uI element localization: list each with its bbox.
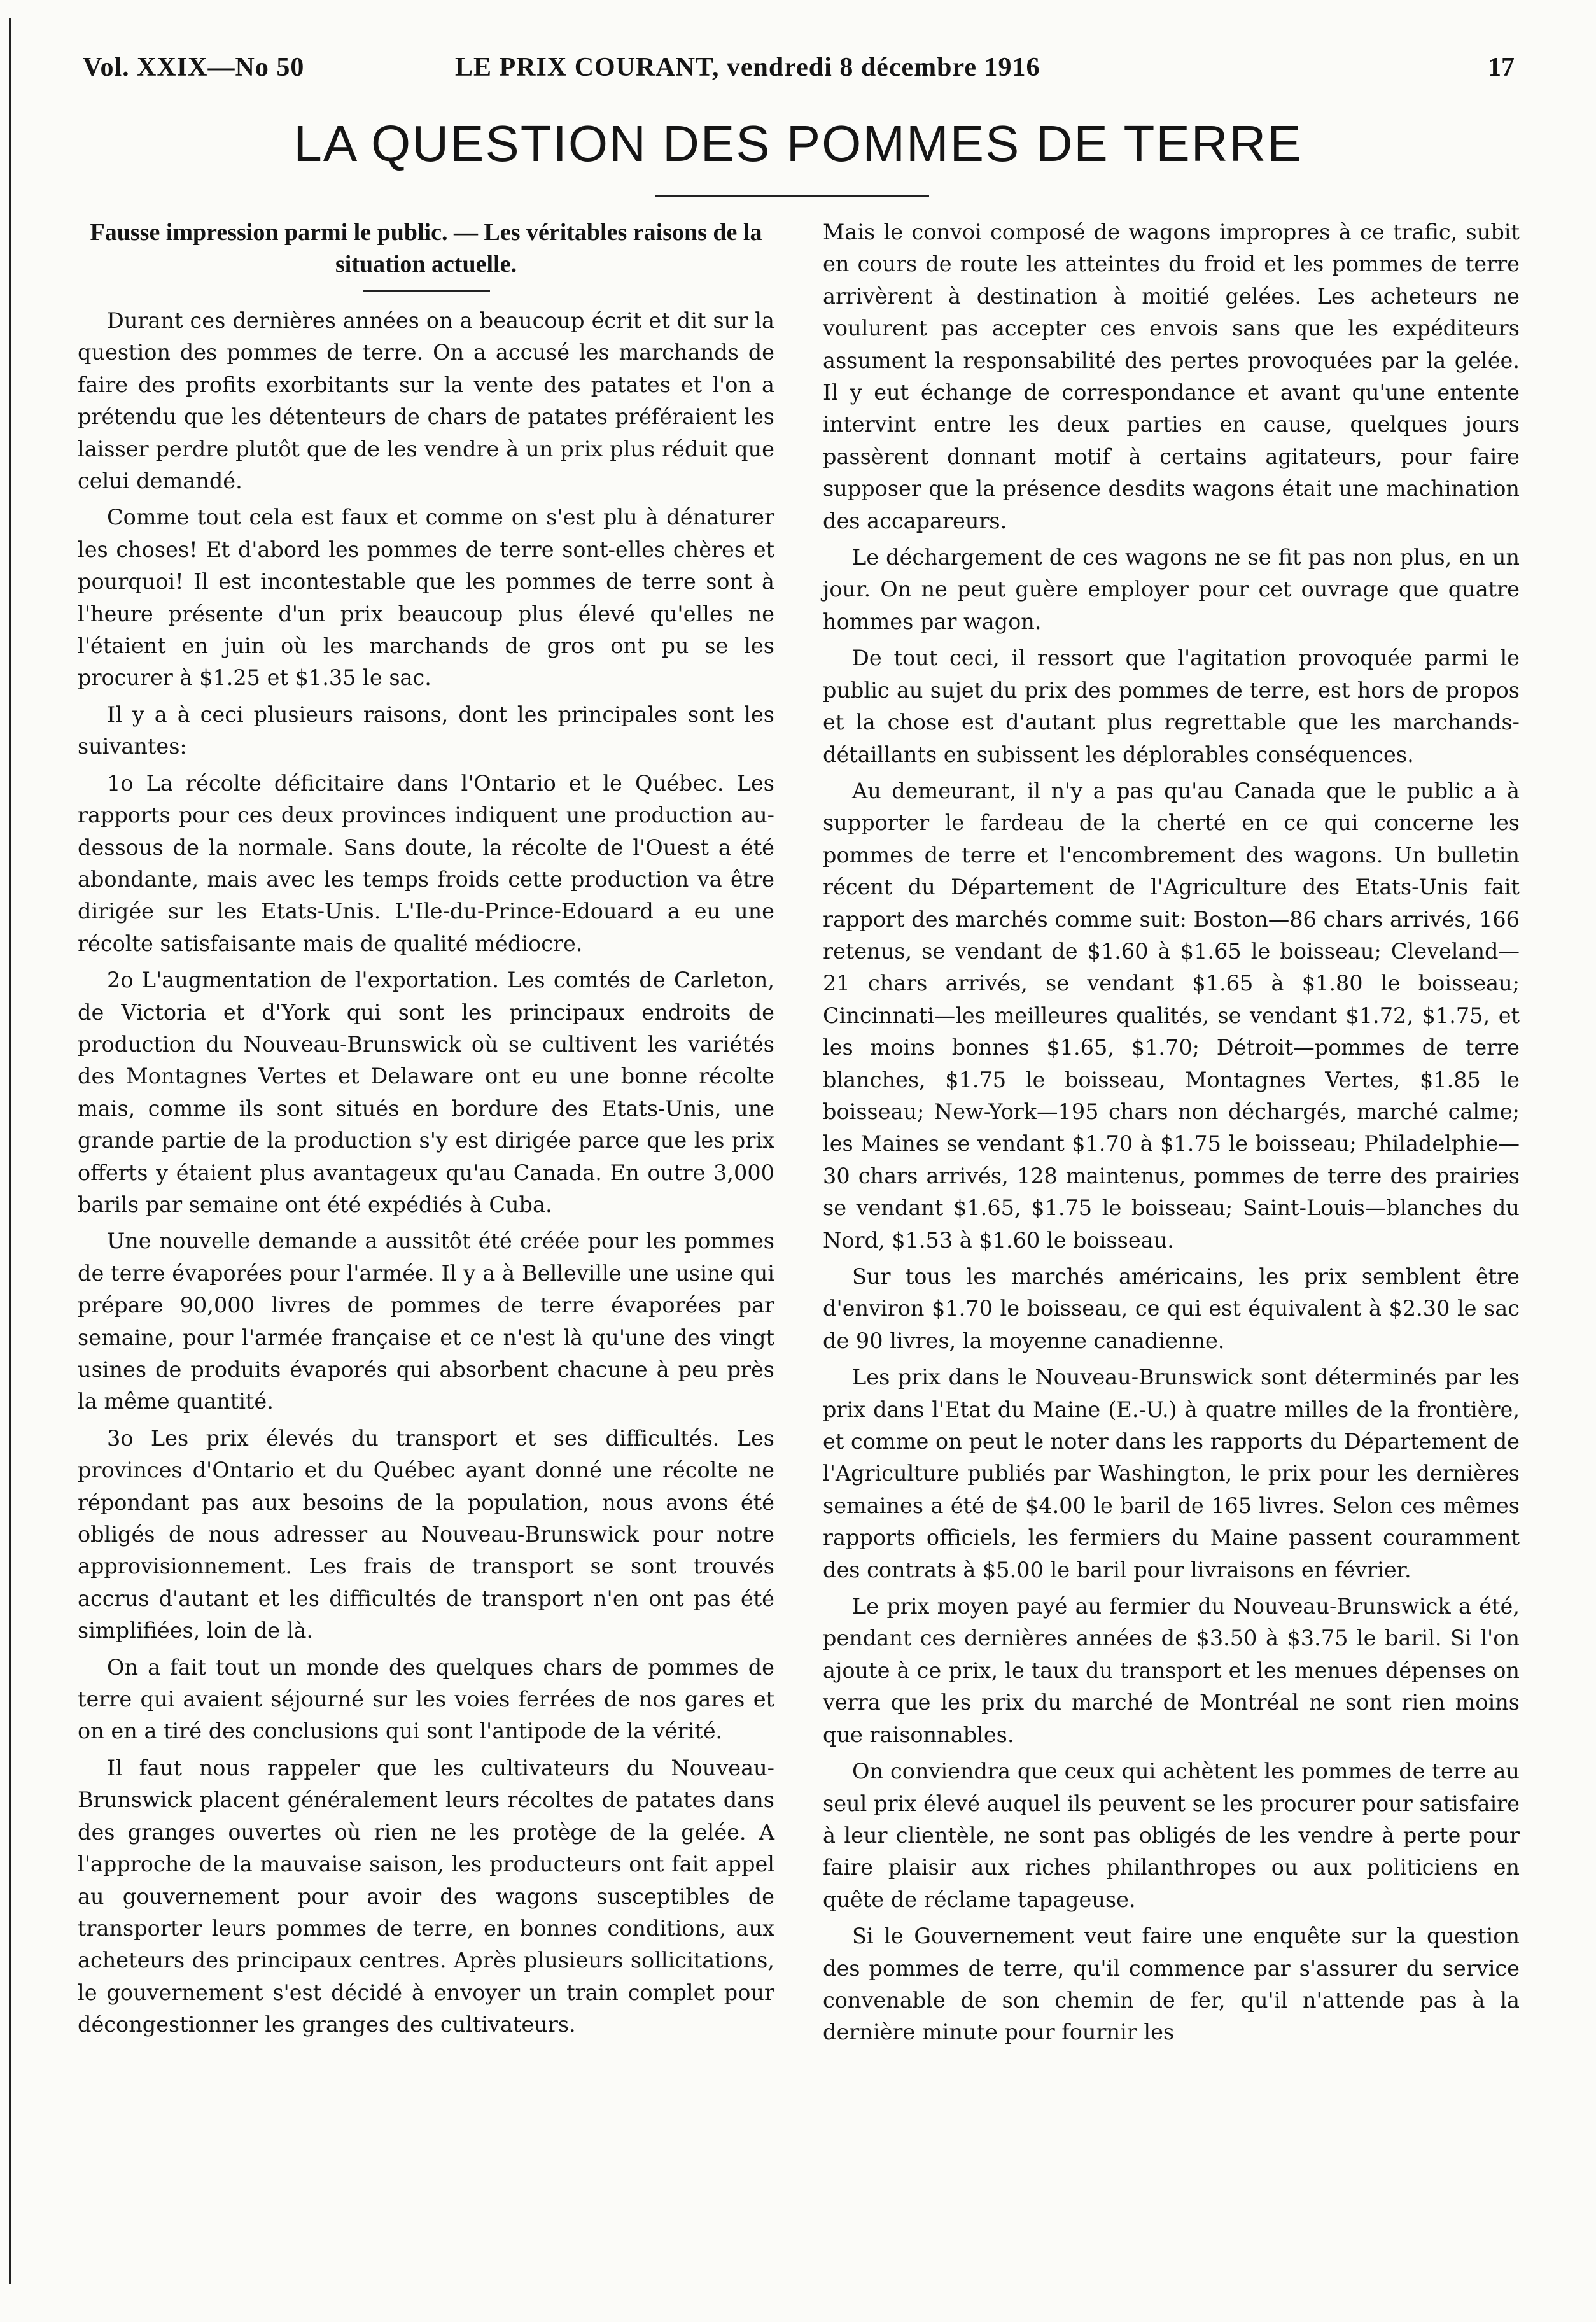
subtitle-rule: [363, 290, 490, 292]
paragraph: Il y a à ceci plusieurs raisons, dont les principales sont les suivantes:: [78, 701, 774, 759]
paragraph: On conviendra que ceux qui achètent les pommes de terre au seul prix élevé auquel ils peuvent se les procurer pour satisfaire à leur clientèle, ne sont pas obligés de les vendre à perte pour faire plaisir aux riches philanthropes ou aux politiciens en quête de réclame tapageuse.: [823, 1759, 1520, 1912]
paragraph: On a fait tout un monde des quelques chars de pommes de terre qui avaient séjourné sur les voies ferrées de nos gares et on en a tiré des conclusions qui sont l'antipode de la vérité.: [78, 1654, 774, 1744]
running-header: [83, 52, 1515, 97]
title-rule: [655, 195, 929, 197]
publication-dateline: LE PRIX COURANT, vendredi 8 décembre 1916: [455, 53, 1040, 82]
volume-number: Vol. XXIX—No 50: [83, 53, 305, 82]
paragraph: Le déchargement de ces wagons ne se fit pas non plus, en un jour. On ne peut guère employer pour cet ouvrage que quatre hommes par wagon.: [823, 545, 1520, 634]
page-edge-rule: [9, 18, 11, 2284]
paragraph: Si le Gouvernement veut faire une enquête sur la question des pommes de terre, qu'il commence par s'assurer du service convenable de son chemin de fer, qu'il n'attende pas à la dernière minute pour fournir les: [823, 1924, 1520, 2045]
paragraph: Il faut nous rappeler que les cultivateurs du Nouveau-Brunswick placent généralement leurs récoltes de patates dans des granges ouvertes où rien ne les protège de la gelée. A l'approche de la mauvaise saison, les producteurs ont fait appel au gouvernement pour avoir des wagons susceptibles de transporter leurs pommes de terre, en bonnes conditions, aux acheteurs des principaux centres. Après plusieurs sollicitations, le gouvernement s'est décidé à envoyer un train complet pour décongestionner les granges des cultivateurs.: [78, 1755, 774, 2037]
paragraph: 2o L'augmentation de l'exportation. Les comtés de Carleton, de Victoria et d'York qui sont les principaux endroits de production du Nouveau-Brunswick où se cultivent les variétés des Montagnes Vertes et Delaware ont eu une bonne récolte mais, comme ils sont situés en bordure des Etats-Unis, une grande partie de la production s'y est dirigée parce que les prix offerts y étaient plus avantageux qu'au Canada. En outre 3,000 barils par semaine ont été expédiés à Cuba.: [78, 968, 774, 1217]
right-column: [823, 216, 1520, 2053]
article-title: LA QUESTION DES POMMES DE TERRE: [293, 115, 1303, 172]
paragraph: 1o La récolte déficitaire dans l'Ontario et le Québec. Les rapports pour ces deux provinces indiquent une production au-dessous de la normale. Sans doute, la récolte de l'Ouest a été abondante, mais avec les temps froids cette production va être dirigée sur les Etats-Unis. L'Ile-du-Prince-Edouard a eu une récolte satisfaisante mais de qualité médiocre.: [78, 770, 774, 956]
paragraph: Au demeurant, il n'y a pas qu'au Canada que le public a à supporter le fardeau de la cherté en ce qui concerne les pommes de terre et l'encombrement des wagons. Un bulletin récent du Département de l'Agriculture des Etats-Unis fait rapport des marchés comme suit: Boston—86 chars arrivés, 166 retenus, se vendant de $1.60 à $1.65 le boisseau; Cleveland—21 chars arrivés, se vendant $1.65 à $1.80 le boisseau; Cincinnati—les meilleures qualités, se vendant $1.72, $1.75, et les moins bonnes $1.65, $1.70; Détroit—pommes de terre blanches, $1.75 le boisseau, Montagnes Vertes, $1.85 le boisseau; New-York—195 chars non déchargés, marché calme; les Maines se vendant $1.70 à $1.75 le boisseau; Philadelphie—30 chars arrivés, 128 maintenus, pommes de terre des prairies se vendant $1.65, $1.75 le boisseau; Saint-Louis—blanches du Nord, $1.53 à $1.60 le boisseau.: [823, 778, 1520, 1253]
paragraph: Une nouvelle demande a aussitôt été créée pour les pommes de terre évaporées pour l'armée. Il y a à Belleville une usine qui prépare 90,000 livres de pommes de terre évaporées par semaine, pour l'armée française et ce n'est là qu'une des vingt usines de produits évaporés qui absorbent chacune à peu près la même quantité.: [78, 1228, 774, 1414]
paragraph: Mais le convoi composé de wagons impropres à ce trafic, subit en cours de route les atteintes du froid et les pommes de terre arrivèrent à destination à moitié gelées. Les acheteurs ne voulurent pas accepter ces envois sans que les expéditeurs assument la responsabilité des pertes provoquées par la gelée. Il y eut échange de correspondance et avant qu'une entente intervint entre les deux parties en cause, quelques jours passèrent donnant motif à certains agitateurs, pour faire supposer que la présence desdits wagons était une machination des accapareurs.: [823, 220, 1520, 533]
page-number: 17: [1488, 53, 1515, 82]
paragraph: Le prix moyen payé au fermier du Nouveau-Brunswick a été, pendant ces dernières années de $3.50 à $3.75 le baril. Si l'on ajoute à ce prix, le taux du transport et les menues dépenses on verra que les prix du marché de Montréal ne sont rien moins que raisonnables.: [823, 1594, 1520, 1747]
article-subtitle: Fausse impression parmi le public. — Les véritables raisons de la situation actuelle.: [90, 219, 762, 278]
paragraph: Les prix dans le Nouveau-Brunswick sont déterminés par les prix dans l'Etat du Maine (E.-U.) à quatre milles de la frontière, et comme on peut le noter dans les rapports du Département de l'Agriculture publiés par Washington, le prix pour les dernières semaines a été de $4.00 le baril de 165 livres. Selon ces mêmes rapports officiels, les fermiers du Maine passent couramment des contrats à $5.00 le baril pour livraisons en février.: [823, 1365, 1520, 1582]
paragraph: 3o Les prix élevés du transport et ses difficultés. Les provinces d'Ontario et du Québec ayant donné une récolte ne répondant pas aux besoins de la population, nous avons été obligés de nous adresser au Nouveau-Brunswick pour notre approvisionnement. Les frais de transport se sont trouvés accrus d'autant et les difficultés de transport n'en ont pas été simplifiées, loin de là.: [78, 1425, 774, 1643]
left-column: [78, 216, 774, 2046]
paragraph: Durant ces dernières années on a beaucoup écrit et dit sur la question des pommes de terre. On a accusé les marchands de faire des profits exorbitants sur la vente des patates et l'on a prétendu que les détenteurs de chars de patates préféraient les laisser perdre plutôt que de les vendre à un prix plus réduit que celui demandé.: [78, 308, 774, 494]
paragraph: Sur tous les marchés américains, les prix semblent être d'environ $1.70 le boisseau, ce qui est équivalent à $2.30 le sac de 90 livres, la moyenne canadienne.: [823, 1264, 1520, 1353]
paragraph: Comme tout cela est faux et comme on s'est plu à dénaturer les choses! Et d'abord les pommes de terre sont-elles chères et pourquoi! Il est incontestable que les pommes de terre sont à l'heure présente d'un prix beaucoup plus élevé qu'elles ne l'étaient en juin où les marchands de gros ont pu se les procurer à $1.25 et $1.35 le sac.: [78, 505, 774, 691]
paragraph: De tout ceci, il ressort que l'agitation provoquée parmi le public au sujet du prix des pommes de terre, est hors de propos et la chose est d'autant plus regrettable que les marchands-détaillants en subissent les déplorables conséquences.: [823, 645, 1520, 767]
